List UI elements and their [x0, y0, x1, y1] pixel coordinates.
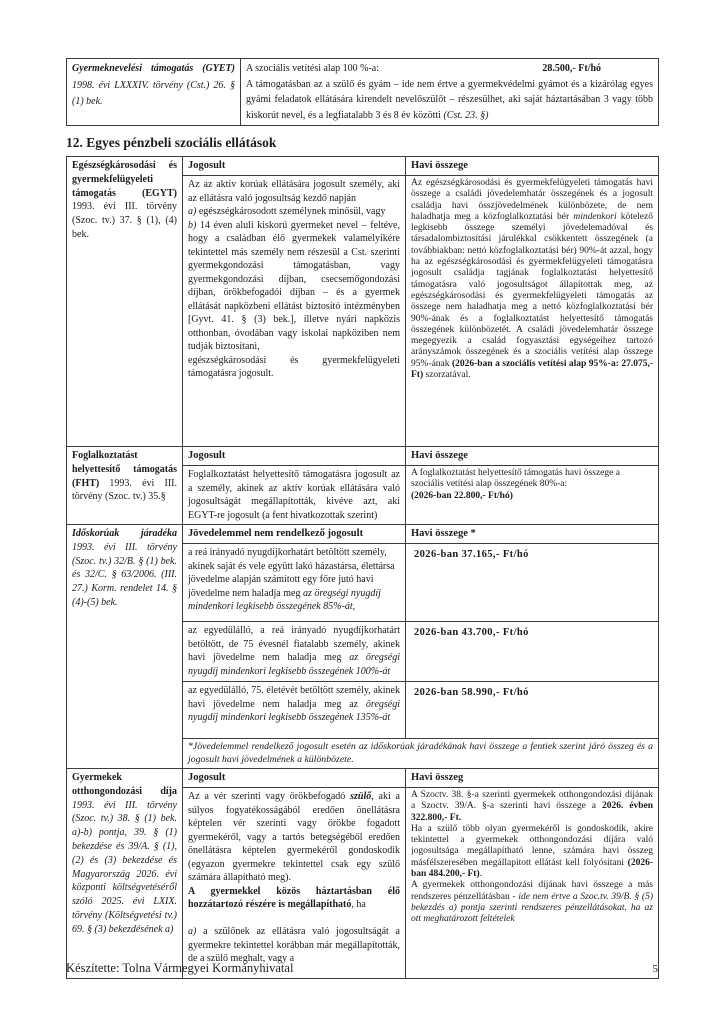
page-number: 5 [652, 963, 658, 975]
egyt-jogosult-text: Az az aktív korúak ellátására jogosult személy, aki az ellátásra való jogosultság kezdő napján a) egészségkárosodott személynek minősül, vagy b) 14 éven aluli kiskorú gyermeket nevel – feltéve, hogy a családban élő gyermekek valamelyikére tekintettel más személy nem részesül a Cst. szerinti gyermekgondozási támogatásban, vagy gyermekgondozási díjban, csecsemőgondozási díjban, örökbefogadói díjban – és a gyermek ellátását napközbeni ellátást biztosító intézményben [Gyvt. 41. § (3) bek.], illetve nyári napközis otthonban, óvodában vagy iskolai napköziben nem tudják biztosítani, egészségkárosodási és gyermekfelügyeleti támogatásra jogosult. [188, 179, 400, 379]
idoskoruak-subrow2-condition-cell [183, 622, 406, 682]
fht-havi-text: A foglalkoztatást helyettesítő támogatás havi összege a szociális vetítési alap összegének 80%-a: (2026-ban 22.800,- Ft/hó) [411, 468, 620, 501]
gyet-name-cell [67, 59, 241, 126]
gyet-details-cell [241, 59, 659, 126]
egyt-jogosult-header: Jogosult [183, 157, 406, 176]
vetitesi-alap-line [246, 61, 653, 77]
vetitesi-alap-value: 28.500,- Ft/hó [542, 63, 601, 74]
vetitesi-alap-label: A szociális vetítési alap 100 %-a: [246, 63, 380, 74]
god-name: Gyermekek otthongondozási díja 1993. évi III. törvény (Szoc. tv.) 38. § (1) bek. a)-b) pontja, 39. § (1) bekezdése és 39/A. § (1), (2) és (3) bekezdése és Magyarország 2026. évi központi költségvetéséről szóló 2025. évi LXIX. törvény (Költségvetési tv.) 69. § (3) bekezdésének a) [72, 772, 177, 935]
egyt-name: Egészségkárosodási és gyermekfelügyeleti támogatás (EGYT) 1993. évi III. törvény (Szoc. tv.) 37. § (1), (4) bek. [72, 160, 177, 240]
idoskoruak-subrow1-amount: 2026-ban 37.165,- Ft/hó [414, 549, 529, 560]
god-havi-cell [406, 788, 659, 979]
fht-havi-cell [406, 466, 659, 525]
god-jogosult-text: Az a vér szerinti vagy örökbefogadó szülő, aki a súlyos fogyatékosságából eredően önellátásra képtelen vér szerinti vagy örökbe fogadott gyermekéről, vagy a tartós betegségéből eredően önellátásra képtelen gyermekéről gondoskodik (egyazon gyermekre tekintettel csak egy szülő számára állapítható meg). A gyermekkel közös háztartásban élő hozzátartozó részére is megállapítható, ha a) a szülőnek az ellátásra való jogosultságát a gyermekre tekintettel korábban már megállapították, de a szülő meghalt, vagy a [188, 791, 400, 964]
idoskoruak-subrow1-condition: a reá irányadó nyugdíjkorhatárt betöltött személy, akinek saját és vele együtt lakó házastársa, élettársa jövedelme alapján számított egy főre jutó havi jövedelme nem haladja meg az öregségi nyugdíj mindenkori legkisebb összegének 85%-át, [188, 547, 395, 612]
idoskoruak-name-cell [67, 525, 183, 769]
god-jogosult-cell [183, 788, 406, 979]
idoskoruak-jogosult-header: Jövedelemmel nem rendelkező jogosult [183, 525, 406, 544]
idoskoruak-havi-header: Havi összege * [406, 525, 659, 544]
god-havi-header: Havi összeg [406, 769, 659, 788]
idoskoruak-subrow2-amount: 2026-ban 43.700,- Ft/hó [414, 627, 529, 638]
god-jogosult-header: Jogosult [183, 769, 406, 788]
egyt-havi-text: Az egészségkárosodási és gyermekfelügyeleti támogatás havi összege a családi jövedelemhatár összegének és a jogosult családja havi összjövedelmének különbözete, de nem haladhatja meg a közfoglalkoztatási bér mindenkori kötelező legkisebb összege személyi jövedelemadóval és társadalombiztosítási járulékkal csökkentett összegének (a továbbiakban: nettó közfoglalkoztatási bér) 90%-át azzal, hogy ha az egészségkárosodási és gyermekfelügyeleti támogatásra jogosult családja tagjának foglalkoztatást helyettesítő támogatásra való jogosultságot állapítottak meg, az egészségkárosodási és gyermekfelügyeleti támogatás az összege nem haladhatja meg a nettó közfoglalkoztatási bér 90%-ának és a foglalkoztatást helyettesítő támogatás összegének különbözetét. A családi jövedelemhatár összege megegyezik a család fogyasztási egységeihez tartozó arányszámok összegének és a szociális vetítési alap összege 95%-ának (2026-ban a szociális vetítési alap 95%-a: 27.075,- Ft) szorzatával. [411, 178, 653, 381]
idoskoruak-name: Időskorúak járadéka 1993. évi III. törvény (Szoc. tv.) 32/B. § (1) bek. és 32/C. § 63/2006. (III. 27.) Korm. rendelet 14. § (4)-(5) bek. [72, 528, 177, 608]
idoskoruak-subrow2-amount-cell [406, 622, 659, 682]
idoskoruak-subrow3-condition: az egyedülálló, 75. életévét betöltött személy, akinek havi jövedelme nem haladja meg az öregségi nyugdíj mindenkori legkisebb összegének 135%-át [188, 685, 400, 723]
egyt-name-cell [67, 157, 183, 447]
fht-jogosult-text: Foglalkoztatást helyettesítő támogatásra jogosult az a személy, akinek az aktív korúak ellátására való jogosultságát megállapították, kivéve azt, aki EGYT-re jogosult (a fent hivatkozottak szerint) [188, 469, 400, 521]
gyet-description: A támogatásban az a szülő és gyám – ide nem értve a gyermekvédelmi gyámot és a kizárólag egyes gyámi feladatok ellátására kirendelt nevelőszülőt – részesülhet, aki saját háztartásában 3 vagy több kiskorút nevel, és a legfiatalabb 3 és 8 év közötti (Cst. 23. §) [246, 78, 653, 121]
gyet-table [66, 58, 659, 126]
page-content [66, 58, 658, 979]
egyt-havi-header: Havi összege [406, 157, 659, 176]
idoskoruak-subrow2-condition: az egyedülálló, a reá irányadó nyugdíjkorhatárt betöltött, de 75 évesnél fiatalabb személy, akinek havi jövedelme nem haladja meg az öregségi nyugdíj mindenkori legkisebb összegének 100%-át [188, 625, 400, 677]
idoskoruak-subrow3-amount-cell [406, 682, 659, 739]
idoskoruak-footnote: *Jövedelemmel rendelkező jogosult esetén az időskorúak járadékának havi összege a fentiek szerint járó összeg és a jogosult havi jövedelmének a különbözete. [188, 741, 653, 765]
footer-author: Készítette: Tolna Vármegyei Kormányhivatal [66, 961, 294, 975]
idoskoruak-subrow1-condition-cell [183, 544, 406, 622]
god-name-cell [67, 769, 183, 979]
fht-name: Foglalkoztatást helyettesítő támogatás (FHT) 1993. évi III. törvény (Szoc. tv.) 35.§ [72, 450, 177, 503]
fht-jogosult-cell [183, 466, 406, 525]
idoskoruak-subrow1-amount-cell [406, 544, 659, 622]
fht-havi-header: Havi összege [406, 447, 659, 466]
egyt-jogosult-cell [183, 176, 406, 447]
fht-name-cell [67, 447, 183, 525]
idoskoruak-subrow3-condition-cell [183, 682, 406, 739]
god-havi-text: A Szoctv. 38. §-a szerinti gyermekek otthongondozási díjának a Szoctv. 39/A. §-a szerinti havi összege a 2026. évben 322.800,- Ft. Ha a szülő több olyan gyermekéről is gondoskodik, akire tekintettel a gyermekek otthongondozási díjára való jogosultsága megállapítható lenne, számára havi összeg másfélszeresében megállapított ellátást kell folyósítani (2026-ban 484.200,- Ft). A gyermekek otthongondozási díjának havi összege a más rendszeres pénzellátásban - ide nem értve a Szoc.tv. 39/B. § (5) bekezdés a) pontja szerinti rendszeres pénzellátásokat, ha az ott meghatározott feltételek [411, 790, 653, 925]
page-footer [66, 961, 658, 976]
idoskoruak-subrow3-amount: 2026-ban 58.990,- Ft/hó [414, 687, 529, 698]
section-heading: 12. Egyes pénzbeli szociális ellátások [66, 135, 277, 150]
benefits-table [66, 156, 659, 979]
idoskoruak-footnote-cell [183, 739, 659, 769]
gyet-name: Gyermeknevelési támogatás (GYET) 1998. évi LXXXIV. törvény (Cst.) 26. § (1) bek. [72, 63, 235, 107]
fht-jogosult-header: Jogosult [183, 447, 406, 466]
egyt-havi-cell [406, 176, 659, 447]
